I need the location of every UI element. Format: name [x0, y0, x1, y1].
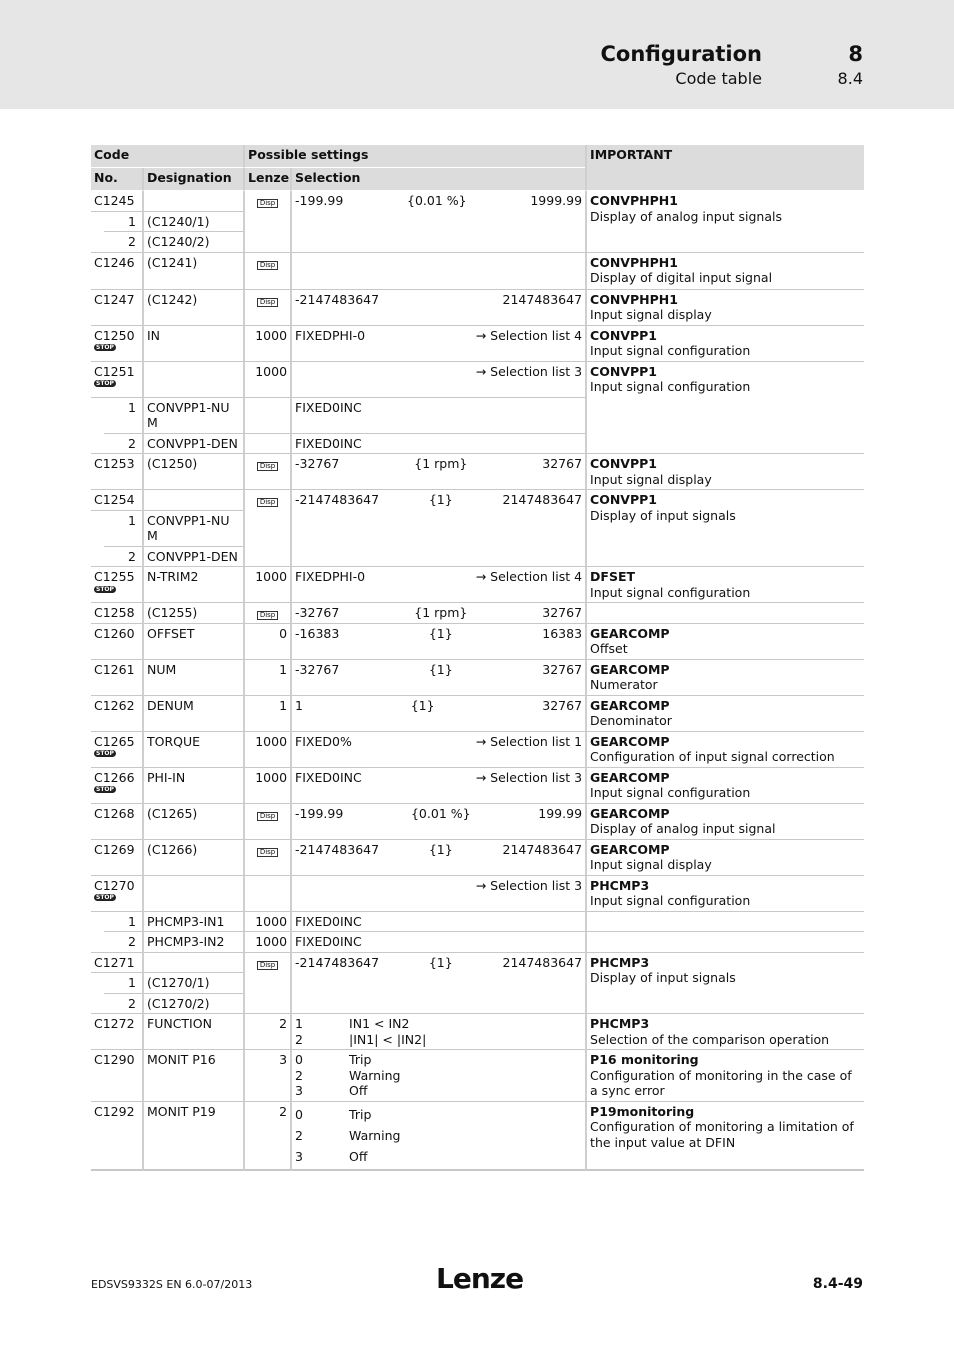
min-value: 1 — [295, 697, 303, 713]
designation-cell: FUNCTION — [142, 1014, 243, 1050]
stop-icon: STOP — [96, 344, 114, 351]
selection-value: FIXED0INC — [290, 932, 585, 953]
max-value: 32767 — [542, 605, 583, 620]
important-title: CONVPP1 — [590, 456, 658, 471]
step-value: {1} — [428, 492, 453, 507]
code-cell: C1251 — [94, 363, 135, 379]
max-value: 1999.99 — [530, 193, 583, 208]
min-value: -2147483647 — [295, 954, 380, 970]
important-title: PHCMP3 — [590, 1016, 650, 1031]
min-value: -32767 — [295, 456, 340, 471]
designation-cell — [142, 191, 243, 212]
lenze-default: 1000 — [243, 932, 290, 953]
important-desc: Display of analog input signal — [590, 821, 776, 836]
subcode-no: 1 — [104, 973, 142, 994]
selection-list-link[interactable]: → Selection list 4 — [475, 327, 583, 343]
document-id: EDSVS9332S EN 6.0-07/2013 — [91, 1278, 253, 1291]
code-cell: C1271 — [91, 953, 142, 974]
lenze-default: 1 — [243, 696, 290, 732]
option-value: Warning — [349, 1127, 401, 1143]
code-cell: C1255 — [94, 569, 135, 584]
designation-cell: CONVPP1-NU M — [142, 511, 243, 547]
designation-cell: PHI-IN — [142, 768, 243, 804]
important-desc: Denominator — [590, 713, 672, 728]
max-value: 2147483647 — [502, 291, 583, 307]
designation-cell: (C1250) — [142, 454, 243, 490]
code-cell: C1266 — [94, 769, 135, 785]
designation-cell: (C1265) — [142, 804, 243, 840]
designation-cell: (C1270/1) — [142, 973, 243, 994]
subcode-no: 2 — [104, 994, 142, 1015]
designation-cell: (C1270/2) — [142, 994, 243, 1015]
lenze-default: 2 — [243, 1102, 290, 1171]
table-row — [91, 362, 864, 398]
lenze-logo: Lenze — [436, 1262, 524, 1295]
table-row — [91, 804, 864, 840]
display-only-icon: Disp — [257, 961, 278, 970]
table-row — [91, 253, 864, 290]
min-value: -199.99 — [295, 193, 344, 208]
code-cell: C1247 — [91, 290, 142, 326]
max-value: 199.99 — [538, 805, 583, 821]
max-value: 32767 — [542, 697, 583, 713]
display-only-icon: Disp — [257, 611, 278, 620]
selection-value: FIXED0INC — [295, 769, 362, 785]
important-title: GEARCOMP — [590, 625, 670, 641]
subcode-no: 1 — [104, 398, 142, 434]
code-cell: C1254 — [91, 490, 142, 511]
selection-value: FIXED0INC — [290, 434, 585, 455]
important-title: P16 monitoring — [590, 1052, 699, 1067]
lenze-default: 1 — [243, 660, 290, 696]
designation-cell — [142, 876, 243, 912]
important-title: GEARCOMP — [590, 733, 670, 749]
display-only-icon: Disp — [257, 261, 278, 270]
table-row — [91, 1014, 864, 1050]
stop-icon: STOP — [96, 750, 114, 757]
code-cell: C1250 — [94, 327, 135, 343]
max-value: 2147483647 — [502, 492, 583, 507]
designation-cell: DENUM — [142, 696, 243, 732]
lenze-default: 1000 — [243, 912, 290, 933]
code-cell: C1245 — [91, 191, 142, 212]
important-desc: Input signal display — [590, 857, 712, 872]
important-title: PHCMP3 — [590, 954, 650, 970]
lenze-default: 1000 — [243, 732, 290, 768]
col-lenze: Lenze — [243, 168, 290, 191]
table-row — [91, 290, 864, 326]
lenze-default: 1000 — [243, 362, 290, 398]
col-possible-settings: Possible settings — [243, 145, 585, 168]
code-cell: C1258 — [91, 603, 142, 624]
selection-list-link[interactable]: → Selection list 3 — [475, 877, 583, 893]
step-value: {0.01 %} — [410, 805, 471, 821]
selection-value: FIXEDPHI-0 — [295, 327, 366, 343]
subcode-no: 2 — [104, 434, 142, 455]
max-value: 2147483647 — [502, 841, 583, 857]
table-row — [91, 932, 864, 953]
important-title: CONVPP1 — [590, 327, 658, 343]
lenze-default: 0 — [243, 624, 290, 660]
min-value: -32767 — [295, 605, 340, 620]
important-title: CONVPHPH1 — [590, 291, 678, 307]
designation-cell: (C1242) — [142, 290, 243, 326]
important-desc: Input signal display — [590, 307, 712, 322]
code-cell: C1290 — [91, 1050, 142, 1102]
step-value: {1 rpm} — [414, 605, 468, 620]
option-key: 2 — [295, 1127, 303, 1143]
lenze-default: 2 — [243, 1014, 290, 1050]
option-value: Off — [349, 1083, 368, 1098]
col-selection: Selection — [290, 168, 585, 191]
important-desc: Display of input signals — [590, 507, 736, 523]
table-row — [91, 732, 864, 768]
option-key: 3 — [295, 1083, 303, 1098]
min-value: -2147483647 — [295, 291, 380, 307]
important-desc: Input signal configuration — [590, 785, 751, 800]
code-cell: C1262 — [91, 696, 142, 732]
important-title: CONVPP1 — [590, 363, 658, 379]
selection-list-link[interactable]: → Selection list 1 — [475, 733, 583, 749]
important-desc: Input signal configuration — [590, 893, 751, 908]
option-key: 2 — [295, 1031, 303, 1047]
designation-cell — [142, 490, 243, 511]
selection-list-link[interactable]: → Selection list 3 — [475, 769, 583, 785]
option-value: Off — [349, 1148, 368, 1164]
stop-icon: STOP — [96, 786, 114, 793]
selection-value: FIXED0% — [295, 733, 352, 749]
important-desc: Selection of the comparison operation — [590, 1031, 830, 1047]
option-key: 3 — [295, 1148, 303, 1164]
designation-cell: N-TRIM2 — [142, 567, 243, 603]
important-title: GEARCOMP — [590, 661, 670, 677]
min-value: -2147483647 — [295, 841, 380, 857]
lenze-default: 3 — [243, 1050, 290, 1102]
step-value: {1} — [428, 625, 453, 641]
code-cell: C1246 — [91, 253, 142, 290]
stop-icon: STOP — [96, 380, 114, 387]
designation-cell: (C1255) — [142, 603, 243, 624]
col-no: No. — [91, 168, 142, 191]
designation-cell: IN — [142, 326, 243, 362]
col-important: IMPORTANT — [585, 145, 864, 191]
important-title: GEARCOMP — [590, 841, 670, 857]
col-code: Code — [91, 145, 243, 168]
display-only-icon: Disp — [257, 199, 278, 208]
important-desc: Configuration of input signal correction — [590, 749, 835, 764]
display-only-icon: Disp — [257, 812, 278, 821]
display-only-icon: Disp — [257, 848, 278, 857]
min-value: -16383 — [295, 625, 340, 641]
stop-icon: STOP — [96, 585, 114, 593]
page-title: Configuration — [600, 42, 762, 66]
code-cell: C1253 — [91, 454, 142, 490]
code-cell: C1260 — [91, 624, 142, 660]
option-key: 1 — [295, 1016, 303, 1031]
step-value: {1} — [428, 661, 453, 677]
table-row — [91, 603, 864, 624]
max-value: 32767 — [542, 661, 583, 677]
important-desc: Configuration of monitoring in the case of a sync error — [590, 1067, 852, 1098]
subcode-no: 2 — [104, 232, 142, 253]
selection-value: FIXEDPHI-0 — [295, 569, 366, 584]
table-row — [91, 191, 864, 212]
table-row — [91, 660, 864, 696]
option-value: Warning — [349, 1067, 401, 1083]
code-cell: C1270 — [94, 877, 135, 893]
step-value: {0.01 %} — [407, 193, 467, 208]
step-value: {1} — [410, 697, 435, 713]
lenze-default: 1000 — [243, 567, 290, 603]
table-row — [91, 624, 864, 660]
designation-cell — [142, 362, 243, 398]
option-key: 0 — [295, 1052, 303, 1067]
table-row — [91, 490, 864, 511]
option-value: Trip — [349, 1106, 372, 1122]
subcode-no: 1 — [104, 511, 142, 547]
designation-cell: MONIT P19 — [142, 1102, 243, 1171]
col-designation: Designation — [142, 168, 243, 191]
table-row — [91, 840, 864, 876]
important-title: CONVPHPH1 — [590, 254, 678, 270]
option-key: 2 — [295, 1067, 303, 1083]
display-only-icon: Disp — [257, 298, 278, 307]
min-value: -199.99 — [295, 805, 344, 821]
important-desc: Display of digital input signal — [590, 270, 773, 285]
table-row — [91, 912, 864, 933]
code-cell: C1268 — [91, 804, 142, 840]
important-desc: Configuration of monitoring a limitation of the input value at DFIN — [590, 1119, 854, 1150]
subcode-no: 2 — [104, 932, 142, 953]
option-key: 0 — [295, 1106, 303, 1122]
important-title: GEARCOMP — [590, 769, 670, 785]
page-subtitle: Code table — [675, 69, 762, 88]
important-title: P19monitoring — [590, 1103, 695, 1119]
stop-icon: STOP — [96, 894, 114, 901]
important-title: DFSET — [590, 569, 636, 584]
table-row — [91, 454, 864, 490]
selection-list-link[interactable]: → Selection list 3 — [475, 363, 583, 379]
designation-cell: CONVPP1-DEN — [142, 434, 243, 455]
selection-value: FIXED0INC — [290, 398, 585, 434]
max-value: 32767 — [542, 456, 583, 471]
max-value: 2147483647 — [502, 954, 583, 970]
step-value: {1} — [428, 954, 453, 970]
designation-cell: (C1241) — [142, 253, 243, 290]
designation-cell: (C1266) — [142, 840, 243, 876]
table-row — [91, 1102, 864, 1171]
important-title: CONVPP1 — [590, 492, 658, 507]
table-row — [91, 696, 864, 732]
page-number: 8.4-49 — [812, 1276, 863, 1292]
code-cell: C1261 — [91, 660, 142, 696]
important-title: GEARCOMP — [590, 805, 670, 821]
designation-cell: CONVPP1-DEN — [142, 547, 243, 568]
option-value: |IN1| < |IN2| — [349, 1031, 427, 1047]
display-only-icon: Disp — [257, 498, 278, 507]
table-row — [91, 876, 864, 912]
option-value: Trip — [349, 1052, 372, 1067]
lenze-default: 1000 — [243, 768, 290, 804]
code-cell: C1292 — [91, 1102, 142, 1171]
table-row — [91, 326, 864, 362]
table-row — [91, 768, 864, 804]
designation-cell: OFFSET — [142, 624, 243, 660]
important-desc: Input signal configuration — [590, 379, 751, 394]
important-desc: Input signal configuration — [590, 343, 751, 358]
designation-cell: PHCMP3-IN2 — [142, 932, 243, 953]
designation-cell: TORQUE — [142, 732, 243, 768]
important-desc: Numerator — [590, 677, 658, 692]
table-row — [91, 953, 864, 974]
designation-cell: (C1240/2) — [142, 232, 243, 253]
important-desc: Display of input signals — [590, 970, 736, 985]
code-cell: C1272 — [91, 1014, 142, 1050]
important-desc: Offset — [590, 641, 628, 656]
section-number: 8.4 — [837, 69, 863, 88]
display-only-icon: Disp — [257, 462, 278, 471]
designation-cell: NUM — [142, 660, 243, 696]
designation-cell: CONVPP1-NU M — [142, 398, 243, 434]
selection-list-link[interactable]: → Selection list 4 — [475, 569, 583, 584]
designation-cell: MONIT P16 — [142, 1050, 243, 1102]
important-title: PHCMP3 — [590, 877, 650, 893]
max-value: 16383 — [542, 625, 583, 641]
code-cell: C1269 — [91, 840, 142, 876]
subcode-no: 1 — [104, 912, 142, 933]
important-title: GEARCOMP — [590, 697, 670, 713]
designation-cell — [142, 953, 243, 974]
lenze-default: 1000 — [243, 326, 290, 362]
option-value: IN1 < IN2 — [349, 1016, 410, 1031]
min-value: -2147483647 — [295, 492, 380, 507]
code-cell: C1265 — [94, 733, 135, 749]
important-desc: Input signal display — [590, 471, 712, 487]
min-value: -32767 — [295, 661, 340, 677]
subcode-no: 2 — [104, 547, 142, 568]
selection-value: FIXED0INC — [290, 912, 585, 933]
chapter-number: 8 — [848, 42, 863, 66]
important-title: CONVPHPH1 — [590, 193, 678, 208]
important-desc: Input signal configuration — [590, 584, 751, 600]
step-value: {1} — [428, 841, 453, 857]
code-table — [91, 145, 864, 1171]
designation-cell: PHCMP3-IN1 — [142, 912, 243, 933]
designation-cell: (C1240/1) — [142, 212, 243, 233]
table-row — [91, 1050, 864, 1102]
table-row — [91, 567, 864, 603]
important-desc: Display of analog input signals — [590, 208, 783, 224]
page-header — [0, 0, 954, 109]
step-value: {1 rpm} — [414, 456, 468, 471]
subcode-no: 1 — [104, 212, 142, 233]
